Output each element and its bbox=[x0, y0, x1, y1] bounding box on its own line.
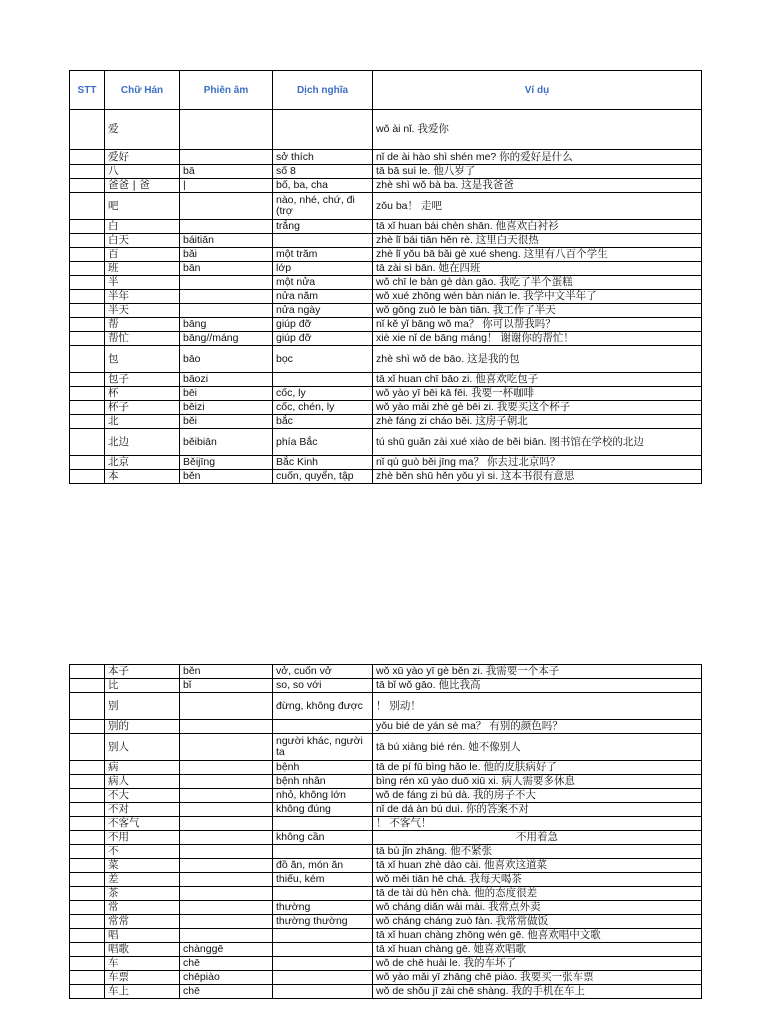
stt-cell bbox=[70, 985, 105, 999]
table-body bbox=[70, 665, 702, 999]
pinyin-cell bbox=[180, 150, 273, 165]
header-chu-han: Chữ Hán bbox=[105, 71, 180, 110]
stt-cell bbox=[70, 401, 105, 415]
meaning-cell bbox=[273, 957, 373, 971]
chinese-character-cell: 帮忙 bbox=[105, 332, 180, 346]
table-row bbox=[70, 248, 702, 262]
pinyin-cell: chē bbox=[180, 957, 273, 971]
pinyin-cell: bāozi bbox=[180, 373, 273, 387]
table-row bbox=[70, 220, 702, 234]
table-row bbox=[70, 817, 702, 831]
pinyin-cell: bǐ bbox=[180, 679, 273, 693]
chinese-character-cell: 常 bbox=[105, 901, 180, 915]
chinese-character-cell: 唱 bbox=[105, 929, 180, 943]
example-cell: xiè xie nǐ de bāng máng！ 谢谢你的帮忙！ bbox=[373, 332, 702, 346]
example-cell: tú shū guǎn zài xué xiào de běi biān. 图书馆在学校的北边 bbox=[373, 429, 702, 456]
chinese-character-cell: 半天 bbox=[105, 304, 180, 318]
chinese-character-cell: 常常 bbox=[105, 915, 180, 929]
example-cell: wǒ gōng zuò le bàn tiān. 我工作了半天 bbox=[373, 304, 702, 318]
example-cell: tā bǐ wǒ gāo. 他比我高 bbox=[373, 679, 702, 693]
meaning-cell: bệnh bbox=[273, 761, 373, 775]
meaning-cell bbox=[273, 985, 373, 999]
example-cell: zhè lǐ bái tiān hěn rè. 这里白天很热 bbox=[373, 234, 702, 248]
stt-cell bbox=[70, 262, 105, 276]
chinese-character-cell: 班 bbox=[105, 262, 180, 276]
example-cell: nǐ kě yǐ bāng wǒ ma？ 你可以帮我吗？ bbox=[373, 318, 702, 332]
stt-cell bbox=[70, 831, 105, 845]
stt-cell bbox=[70, 817, 105, 831]
table-row bbox=[70, 373, 702, 387]
pinyin-cell: běi bbox=[180, 415, 273, 429]
table-row bbox=[70, 887, 702, 901]
stt-cell bbox=[70, 679, 105, 693]
meaning-cell bbox=[273, 971, 373, 985]
meaning-cell: không cần bbox=[273, 831, 373, 845]
meaning-cell: phía Bắc bbox=[273, 429, 373, 456]
pinyin-cell: bēizi bbox=[180, 401, 273, 415]
chinese-character-cell: 半 bbox=[105, 276, 180, 290]
chinese-character-cell: 别 bbox=[105, 693, 180, 720]
stt-cell bbox=[70, 234, 105, 248]
table-row bbox=[70, 179, 702, 193]
meaning-cell: nào, nhé, chứ, đi (trợ bbox=[273, 193, 373, 220]
pinyin-cell bbox=[180, 693, 273, 720]
table-row bbox=[70, 679, 702, 693]
meaning-cell: thường bbox=[273, 901, 373, 915]
pinyin-cell bbox=[180, 290, 273, 304]
pinyin-cell: bā bbox=[180, 165, 273, 179]
stt-cell bbox=[70, 734, 105, 761]
vocab-table-1 bbox=[69, 70, 702, 484]
table-row bbox=[70, 761, 702, 775]
chinese-character-cell: 车 bbox=[105, 957, 180, 971]
example-cell: tā xǐ huan zhè dào cài. 他喜欢这道菜 bbox=[373, 859, 702, 873]
meaning-cell: bệnh nhân bbox=[273, 775, 373, 789]
example-cell: tā zài sì bān. 她在四班 bbox=[373, 262, 702, 276]
table-row bbox=[70, 234, 702, 248]
pinyin-cell bbox=[180, 789, 273, 803]
meaning-cell bbox=[273, 817, 373, 831]
table-row bbox=[70, 415, 702, 429]
table-row bbox=[70, 165, 702, 179]
chinese-character-cell: 北京 bbox=[105, 456, 180, 470]
meaning-cell: thường thường bbox=[273, 915, 373, 929]
table-row bbox=[70, 720, 702, 734]
table-row bbox=[70, 943, 702, 957]
stt-cell bbox=[70, 470, 105, 484]
chinese-character-cell: 百 bbox=[105, 248, 180, 262]
stt-cell bbox=[70, 346, 105, 373]
example-cell: tā de pí fū bìng hǎo le. 他的皮肤病好了 bbox=[373, 761, 702, 775]
example-cell: tā bù jǐn zhāng. 他不紧张 bbox=[373, 845, 702, 859]
example-cell: wǒ chī le bàn gè dàn gāo. 我吃了半个蛋糕 bbox=[373, 276, 702, 290]
example-cell: wǒ xué zhōng wén bàn nián le. 我学中文半年了 bbox=[373, 290, 702, 304]
table-row bbox=[70, 789, 702, 803]
table-row bbox=[70, 901, 702, 915]
meaning-cell: đồ ăn, món ăn bbox=[273, 859, 373, 873]
meaning-cell: giúp đỡ bbox=[273, 332, 373, 346]
chinese-character-cell: 菜 bbox=[105, 859, 180, 873]
stt-cell bbox=[70, 304, 105, 318]
pinyin-cell: běn bbox=[180, 470, 273, 484]
stt-cell bbox=[70, 901, 105, 915]
example-cell: nǐ de ài hào shì shén me? 你的爱好是什么 bbox=[373, 150, 702, 165]
chinese-character-cell: 不对 bbox=[105, 803, 180, 817]
pinyin-cell bbox=[180, 775, 273, 789]
chinese-character-cell: 病人 bbox=[105, 775, 180, 789]
example-cell: zhè shì wǒ de bāo. 这是我的包 bbox=[373, 346, 702, 373]
chinese-character-cell: 吧 bbox=[105, 193, 180, 220]
stt-cell bbox=[70, 387, 105, 401]
pinyin-cell bbox=[180, 110, 273, 150]
table-row bbox=[70, 387, 702, 401]
meaning-cell: thiếu, kém bbox=[273, 873, 373, 887]
stt-cell bbox=[70, 110, 105, 150]
meaning-cell: sở thích bbox=[273, 150, 373, 165]
table-row bbox=[70, 957, 702, 971]
table-row bbox=[70, 290, 702, 304]
example-cell: 不用着急 bbox=[373, 831, 702, 845]
meaning-cell: bố, ba, cha bbox=[273, 179, 373, 193]
table-row bbox=[70, 971, 702, 985]
stt-cell bbox=[70, 318, 105, 332]
stt-cell bbox=[70, 665, 105, 679]
meaning-cell: số 8 bbox=[273, 165, 373, 179]
pinyin-cell: bāng//máng bbox=[180, 332, 273, 346]
chinese-character-cell: 白 bbox=[105, 220, 180, 234]
example-cell: bìng rén xū yào duō xiū xi. 病人需要多休息 bbox=[373, 775, 702, 789]
chinese-character-cell: 杯子 bbox=[105, 401, 180, 415]
chinese-character-cell: 包 bbox=[105, 346, 180, 373]
pinyin-cell bbox=[180, 761, 273, 775]
meaning-cell: cuốn, quyển, tập bbox=[273, 470, 373, 484]
chinese-character-cell: 不客气 bbox=[105, 817, 180, 831]
pinyin-cell: chànggē bbox=[180, 943, 273, 957]
stt-cell bbox=[70, 971, 105, 985]
chinese-character-cell: 爱 bbox=[105, 110, 180, 150]
stt-cell bbox=[70, 761, 105, 775]
pinyin-cell: bāng bbox=[180, 318, 273, 332]
example-cell: nǐ qù guò běi jīng ma？ 你去过北京吗？ bbox=[373, 456, 702, 470]
pinyin-cell bbox=[180, 817, 273, 831]
meaning-cell: một nửa bbox=[273, 276, 373, 290]
chinese-character-cell: 爸爸 | 爸 bbox=[105, 179, 180, 193]
stt-cell bbox=[70, 957, 105, 971]
pinyin-cell: bān bbox=[180, 262, 273, 276]
stt-cell bbox=[70, 943, 105, 957]
pinyin-cell bbox=[180, 831, 273, 845]
meaning-cell: vở, cuốn vở bbox=[273, 665, 373, 679]
example-cell: ！ 不客气！ bbox=[373, 817, 702, 831]
example-cell: tā de tài dù hěn chà. 他的态度很差 bbox=[373, 887, 702, 901]
meaning-cell: Bắc Kinh bbox=[273, 456, 373, 470]
meaning-cell: nhỏ, không lớn bbox=[273, 789, 373, 803]
header-vi-du: Ví dụ bbox=[373, 71, 702, 110]
pinyin-cell bbox=[180, 734, 273, 761]
example-cell: yǒu bié de yán sè ma？ 有别的颜色吗？ bbox=[373, 720, 702, 734]
example-cell: tā xǐ huan chàng gē. 她喜欢唱歌 bbox=[373, 943, 702, 957]
meaning-cell bbox=[273, 720, 373, 734]
example-cell: zhè shì wǒ bà ba. 这是我爸爸 bbox=[373, 179, 702, 193]
chinese-character-cell: 本子 bbox=[105, 665, 180, 679]
table-row bbox=[70, 470, 702, 484]
meaning-cell bbox=[273, 887, 373, 901]
meaning-cell bbox=[273, 373, 373, 387]
stt-cell bbox=[70, 775, 105, 789]
pinyin-cell bbox=[180, 220, 273, 234]
pinyin-cell: Běijīng bbox=[180, 456, 273, 470]
chinese-character-cell: 病 bbox=[105, 761, 180, 775]
stt-cell bbox=[70, 248, 105, 262]
table-row bbox=[70, 831, 702, 845]
pinyin-cell bbox=[180, 304, 273, 318]
table-row bbox=[70, 193, 702, 220]
chinese-character-cell: 北 bbox=[105, 415, 180, 429]
table-row bbox=[70, 693, 702, 720]
example-cell: wǒ yào mǎi zhè gè bēi zi. 我要买这个杯子 bbox=[373, 401, 702, 415]
pinyin-cell bbox=[180, 887, 273, 901]
example-cell: nǐ de dá àn bú duì. 你的答案不对 bbox=[373, 803, 702, 817]
meaning-cell: lớp bbox=[273, 262, 373, 276]
chinese-character-cell: 车票 bbox=[105, 971, 180, 985]
meaning-cell bbox=[273, 234, 373, 248]
stt-cell bbox=[70, 332, 105, 346]
table-row bbox=[70, 775, 702, 789]
chinese-character-cell: 白天 bbox=[105, 234, 180, 248]
table-row bbox=[70, 915, 702, 929]
pinyin-cell: báitiān bbox=[180, 234, 273, 248]
table-row bbox=[70, 110, 702, 150]
stt-cell bbox=[70, 193, 105, 220]
meaning-cell: cốc, chén, ly bbox=[273, 401, 373, 415]
chinese-character-cell: 唱歌 bbox=[105, 943, 180, 957]
stt-cell bbox=[70, 150, 105, 165]
stt-cell bbox=[70, 720, 105, 734]
chinese-character-cell: 不 bbox=[105, 845, 180, 859]
meaning-cell: không đúng bbox=[273, 803, 373, 817]
stt-cell bbox=[70, 373, 105, 387]
stt-cell bbox=[70, 873, 105, 887]
table-row bbox=[70, 873, 702, 887]
example-cell: wǒ měi tiān hē chá. 我每天喝茶 bbox=[373, 873, 702, 887]
table-row bbox=[70, 401, 702, 415]
table-row bbox=[70, 803, 702, 817]
header-row bbox=[70, 71, 702, 110]
meaning-cell bbox=[273, 845, 373, 859]
table-row bbox=[70, 456, 702, 470]
chinese-character-cell: 本 bbox=[105, 470, 180, 484]
meaning-cell: giúp đỡ bbox=[273, 318, 373, 332]
table-row bbox=[70, 845, 702, 859]
pinyin-cell bbox=[180, 720, 273, 734]
example-cell: tā bā suì le. 他八岁了 bbox=[373, 165, 702, 179]
pinyin-cell: chē bbox=[180, 985, 273, 999]
stt-cell bbox=[70, 929, 105, 943]
chinese-character-cell: 杯 bbox=[105, 387, 180, 401]
pinyin-cell bbox=[180, 859, 273, 873]
meaning-cell: bọc bbox=[273, 346, 373, 373]
example-cell: tā bú xiàng bié rén. 她不像别人 bbox=[373, 734, 702, 761]
chinese-character-cell: 比 bbox=[105, 679, 180, 693]
example-cell: tā xǐ huan chī bāo zi. 他喜欢吃包子 bbox=[373, 373, 702, 387]
example-cell: wǒ de shǒu jī zài chē shàng. 我的手机在车上 bbox=[373, 985, 702, 999]
pinyin-cell: běibiān bbox=[180, 429, 273, 456]
table-row bbox=[70, 985, 702, 999]
chinese-character-cell: 差 bbox=[105, 873, 180, 887]
stt-cell bbox=[70, 429, 105, 456]
pinyin-cell bbox=[180, 915, 273, 929]
table-row bbox=[70, 929, 702, 943]
chinese-character-cell: 八 bbox=[105, 165, 180, 179]
stt-cell bbox=[70, 165, 105, 179]
pinyin-cell: běn bbox=[180, 665, 273, 679]
example-cell: zhè běn shū hěn yǒu yì si. 这本书很有意思 bbox=[373, 470, 702, 484]
stt-cell bbox=[70, 179, 105, 193]
example-cell: wǒ de chē huài le. 我的车坏了 bbox=[373, 957, 702, 971]
stt-cell bbox=[70, 803, 105, 817]
stt-cell bbox=[70, 845, 105, 859]
example-cell: wǒ de fáng zi bú dà. 我的房子不大 bbox=[373, 789, 702, 803]
table-row bbox=[70, 429, 702, 456]
pinyin-cell: bāo bbox=[180, 346, 273, 373]
pinyin-cell bbox=[180, 803, 273, 817]
meaning-cell: người khác, người ta bbox=[273, 734, 373, 761]
header-stt: STT bbox=[70, 71, 105, 110]
pinyin-cell bbox=[180, 929, 273, 943]
chinese-character-cell: 别人 bbox=[105, 734, 180, 761]
stt-cell bbox=[70, 415, 105, 429]
table-body bbox=[70, 110, 702, 484]
table-row bbox=[70, 276, 702, 290]
example-cell: zhè fáng zi cháo běi. 这房子朝北 bbox=[373, 415, 702, 429]
table-row bbox=[70, 346, 702, 373]
chinese-character-cell: 别的 bbox=[105, 720, 180, 734]
stt-cell bbox=[70, 789, 105, 803]
pinyin-cell bbox=[180, 845, 273, 859]
example-cell: wǒ cháng diǎn wài mài. 我常点外卖 bbox=[373, 901, 702, 915]
pinyin-cell: | bbox=[180, 179, 273, 193]
example-cell: wǒ yào mǎi yī zhāng chē piào. 我要买一张车票 bbox=[373, 971, 702, 985]
example-cell: wǒ ài nǐ. 我爱你 bbox=[373, 110, 702, 150]
vocab-table-2 bbox=[69, 664, 702, 999]
pinyin-cell bbox=[180, 193, 273, 220]
meaning-cell: trắng bbox=[273, 220, 373, 234]
stt-cell bbox=[70, 456, 105, 470]
stt-cell bbox=[70, 220, 105, 234]
pinyin-cell bbox=[180, 873, 273, 887]
chinese-character-cell: 不大 bbox=[105, 789, 180, 803]
example-cell: tā xǐ huan bái chèn shān. 他喜欢白衬衫 bbox=[373, 220, 702, 234]
example-cell: ！ 别动！ bbox=[373, 693, 702, 720]
meaning-cell: nửa ngày bbox=[273, 304, 373, 318]
pinyin-cell bbox=[180, 276, 273, 290]
meaning-cell: nửa năm bbox=[273, 290, 373, 304]
stt-cell bbox=[70, 693, 105, 720]
chinese-character-cell: 北边 bbox=[105, 429, 180, 456]
stt-cell bbox=[70, 290, 105, 304]
stt-cell bbox=[70, 915, 105, 929]
chinese-character-cell: 帮 bbox=[105, 318, 180, 332]
stt-cell bbox=[70, 887, 105, 901]
meaning-cell bbox=[273, 110, 373, 150]
meaning-cell: so, so với bbox=[273, 679, 373, 693]
example-cell: zǒu ba！ 走吧 bbox=[373, 193, 702, 220]
example-cell: wǒ xū yào yī gè běn zi. 我需要一个本子 bbox=[373, 665, 702, 679]
table-row bbox=[70, 859, 702, 873]
chinese-character-cell: 不用 bbox=[105, 831, 180, 845]
meaning-cell bbox=[273, 929, 373, 943]
meaning-cell bbox=[273, 943, 373, 957]
example-cell: wǒ yào yī bēi kā fēi. 我要一杯咖啡 bbox=[373, 387, 702, 401]
table-row bbox=[70, 262, 702, 276]
pinyin-cell bbox=[180, 901, 273, 915]
table-row bbox=[70, 734, 702, 761]
table-row bbox=[70, 304, 702, 318]
meaning-cell: đừng, không được bbox=[273, 693, 373, 720]
chinese-character-cell: 包子 bbox=[105, 373, 180, 387]
example-cell: wǒ cháng cháng zuò fàn. 我常常做饭 bbox=[373, 915, 702, 929]
table-row bbox=[70, 150, 702, 165]
table-row bbox=[70, 318, 702, 332]
pinyin-cell: chēpiào bbox=[180, 971, 273, 985]
chinese-character-cell: 车上 bbox=[105, 985, 180, 999]
table-row bbox=[70, 332, 702, 346]
header-dich-nghia: Dịch nghĩa bbox=[273, 71, 373, 110]
meaning-cell: cốc, ly bbox=[273, 387, 373, 401]
chinese-character-cell: 茶 bbox=[105, 887, 180, 901]
pinyin-cell: bǎi bbox=[180, 248, 273, 262]
table-row bbox=[70, 665, 702, 679]
chinese-character-cell: 爱好 bbox=[105, 150, 180, 165]
pinyin-cell: bēi bbox=[180, 387, 273, 401]
meaning-cell: bắc bbox=[273, 415, 373, 429]
header-phien-am: Phiên âm bbox=[180, 71, 273, 110]
example-cell: tā xǐ huan chàng zhōng wén gē. 他喜欢唱中文歌 bbox=[373, 929, 702, 943]
chinese-character-cell: 半年 bbox=[105, 290, 180, 304]
meaning-cell: một trăm bbox=[273, 248, 373, 262]
example-cell: zhè lǐ yǒu bā bǎi gè xué sheng. 这里有八百个学生 bbox=[373, 248, 702, 262]
stt-cell bbox=[70, 276, 105, 290]
stt-cell bbox=[70, 859, 105, 873]
